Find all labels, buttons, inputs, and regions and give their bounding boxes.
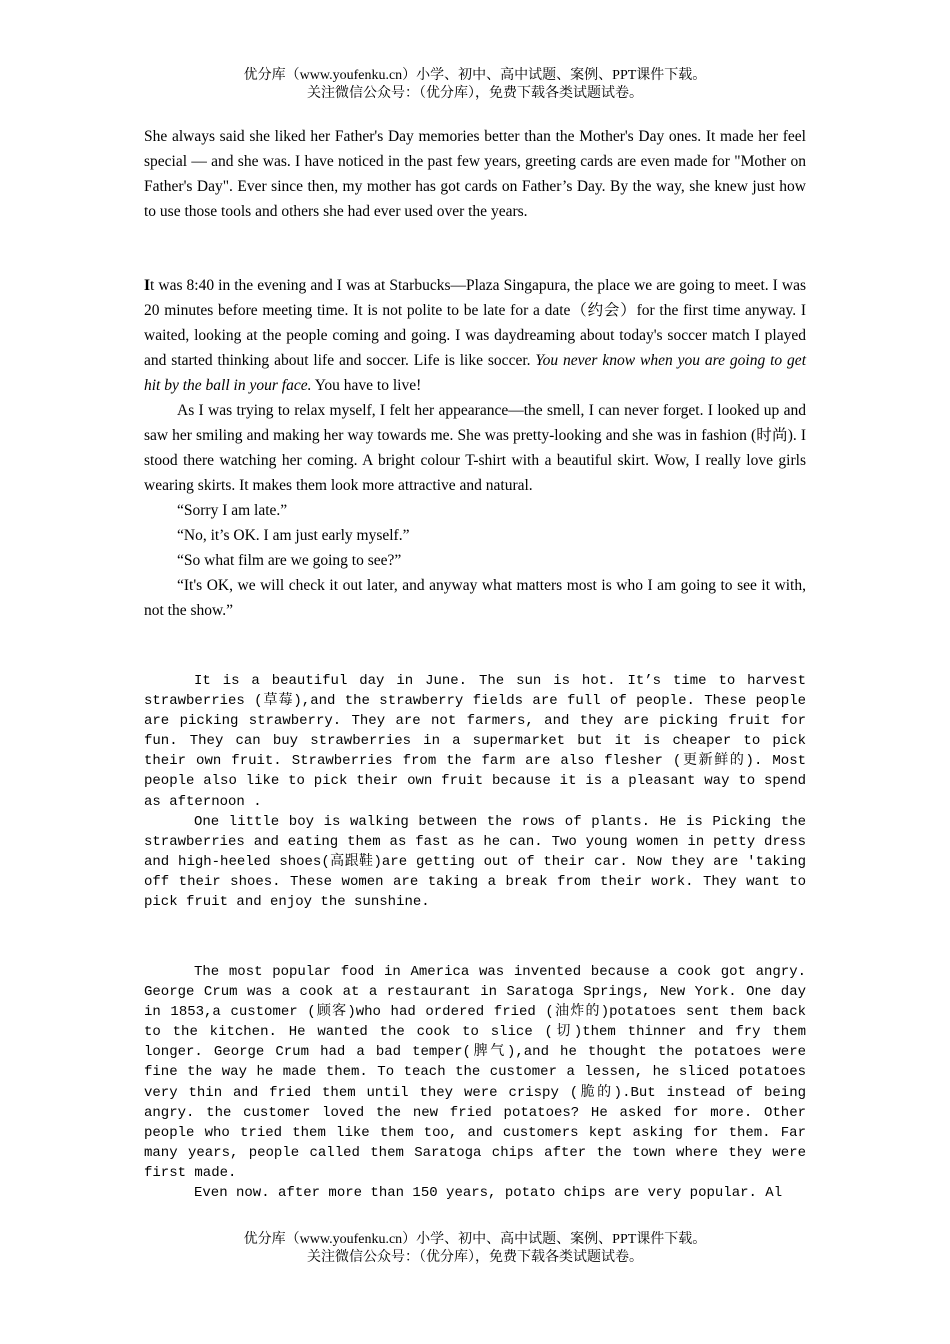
paragraph xyxy=(144,273,806,398)
italic-quote: You never know when you are going to get hit by the ball in your face. xyxy=(144,352,806,394)
page-footer xyxy=(0,1231,950,1267)
paragraph-end: You have to live! xyxy=(311,377,422,394)
dialogue-line: “It's OK, we will check it out later, and anyway what matters most is who I am going to see it with, not the show.” xyxy=(144,577,806,619)
dialogue-line: “No, it’s OK. I am just early myself.” xyxy=(177,527,410,544)
header-line-1: 优分库（www.youfenku.cn）小学、初中、高中试题、案例、PPT课件下载。 xyxy=(243,68,707,83)
footer-line-1: 优分库（www.youfenku.cn）小学、初中、高中试题、案例、PPT课件下载。 xyxy=(243,1232,707,1247)
header-line-2: 关注微信公众号：（优分库），免费下载各类试题试卷。 xyxy=(307,86,643,101)
footer-line-2: 关注微信公众号：（优分库），免费下载各类试题试卷。 xyxy=(307,1250,643,1265)
passage-fathers-day xyxy=(144,124,806,224)
page-header xyxy=(0,67,950,103)
paragraph: It is a beautiful day in June. The sun is hot. It’s time to harvest strawberries (草莓),and the strawberry fields are full of people. These people are picking strawberry. They are not farmers, and they are picking fruit for fun. They can buy strawberries in a supermarket but it is cheaper to pick their own fruit. Strawberries from the farm are also flesher (更新鲜的). Most people also like to pick their own fruit because it is a pleasant way to spend as afternoon . xyxy=(144,673,806,810)
paragraph-text: t was 8:40 in the evening and I was at Starbucks—Plaza Singapura, the place we are going to meet. I was 20 minutes before meeting time. It is not polite to be late for a date（约会）for the first time anyway. I waited, looking at the people coming and going. I was daydreaming about today's soccer match I played and started thinking about life and soccer. Life is like soccer. xyxy=(144,277,806,369)
dialogue-line: “So what film are we going to see?” xyxy=(177,552,402,569)
drop-letter: I xyxy=(144,277,151,294)
paragraph: As I was trying to relax myself, I felt her appearance—the smell, I can never forget. I looked up and saw her smiling and making her way towards me. She was pretty-looking and she was in fashion (时尚). I stood there watching her coming. A bright colour T-shirt with a beautiful skirt. Wow, I really love girls wearing skirts. It makes them look more attractive and natural. xyxy=(144,402,806,494)
passage-date-story xyxy=(144,273,806,623)
paragraph: Even now. after more than 150 years, potato chips are very popular. Al xyxy=(194,1185,783,1202)
paragraph: She always said she liked her Father's Day memories better than the Mother's Day ones. It made her feel special — and she was. I have noticed in the past few years, greeting cards are even made for "Mother on Father's Day". Ever since then, my mother has got cards on Father’s Day. By the way, she knew just how to use those tools and others she had ever used over the years. xyxy=(144,128,806,220)
paragraph: One little boy is walking between the rows of plants. He is Picking the strawberries and eating them as fast as he can. Two young women in petty dress and high-heeled shoes(高跟鞋)are getting out of their car. Now they are 'taking off their shoes. These women are taking a break from their work. They want to pick fruit and enjoy the sunshine. xyxy=(144,813,806,911)
passage-strawberries xyxy=(144,671,806,912)
dialogue-line: “Sorry I am late.” xyxy=(177,502,288,519)
paragraph: The most popular food in America was invented because a cook got angry. George Crum was a cook at a restaurant in Saratoga Springs, New York. One day in 1853,a customer (顾客)who had ordered fried (油炸的)potatoes sent them back to the kitchen. He wanted the cook to slice (切)them thinner and fry them longer. George Crum had a bad temper(脾气),and he thought the potatoes were fine the way he made them. To teach the customer a lessen, he sliced potatoes very thin and fried them until they were crispy (脆的).But instead of being angry. the customer loved the new fried potatoes? He asked for more. Other people who tried them like them too, and customers kept asking for them. Far many years, people called them Saratoga chips after the town where they were first made. xyxy=(144,964,806,1181)
passage-potato-chips xyxy=(144,962,806,1203)
